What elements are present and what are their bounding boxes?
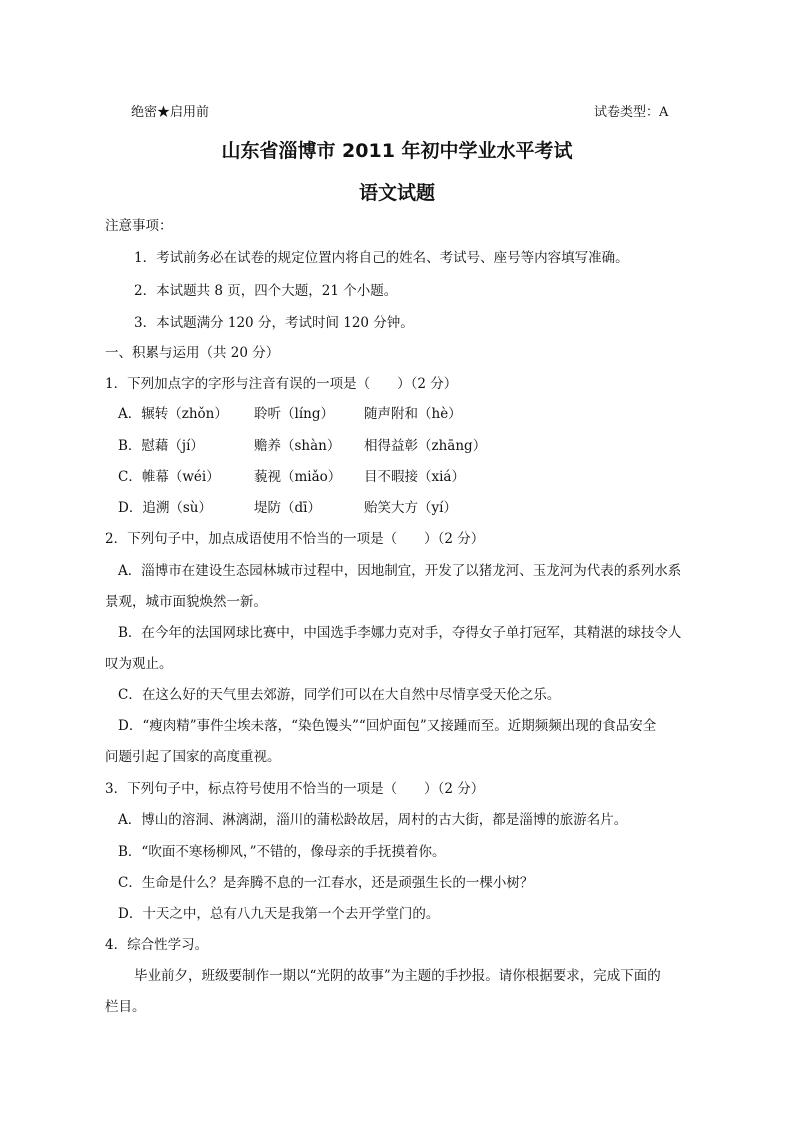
section-heading: 一、积累与运用（共 20 分） [105, 345, 280, 361]
option-text: C．在这么好的天气里去郊游，同学们可以在大自然中尽情享受天伦之乐。 [118, 687, 561, 703]
notice-heading: 注意事项： [105, 218, 173, 234]
option-item: 堤防（dī） [254, 500, 321, 516]
option-item: C．帷幕（wéi） [118, 469, 220, 485]
question-stem: 4．综合性学习。 [105, 937, 209, 953]
option-text: A．博山的溶洞、淋漓湖，淄川的蒲松龄故居，周村的古大街，都是淄博的旅游名片。 [118, 812, 628, 828]
paragraph-text: 毕业前夕，班级要制作一期以“光阴的故事”为主题的手抄报。请你根据要求，完成下面的 [134, 968, 661, 984]
option-text: A．淄博市在建设生态园林城市过程中，因地制宜，开发了以猪龙河、玉龙河为代表的系列水系 [118, 563, 682, 579]
option-item: 贻笑大方（yí） [364, 500, 457, 516]
question-stem: 2．下列句子中，加点成语使用不恰当的一项是（ ）（2 分） [105, 531, 485, 547]
option-item: 随声附和（hè） [364, 406, 462, 422]
option-text: D．十天之中，总有八九天是我第一个去开学堂门的。 [118, 906, 440, 922]
question-stem: 1．下列加点字的字形与注音有误的一项是（ ）（2 分） [105, 376, 458, 392]
confidential-mark: 绝密★启用前 [131, 105, 210, 120]
question-stem: 3．下列句子中，标点符号使用不恰当的一项是（ ）（2 分） [105, 781, 485, 797]
exam-subtitle: 语文试题 [358, 182, 435, 204]
paragraph-text: 栏目。 [105, 999, 146, 1015]
option-item: 聆听（líng） [254, 406, 334, 422]
option-item: 目不暇接（xiá） [364, 469, 465, 485]
option-text: 问题引起了国家的高度重视。 [105, 749, 281, 765]
option-text: 叹为观止。 [105, 656, 173, 672]
notice-item: 2．本试题共 8 页，四个大题，21 个小题。 [134, 283, 398, 299]
option-text: C．生命是什么？是奔腾不息的一江春水，还是顽强生长的一棵小树？ [118, 875, 534, 891]
option-text: D．“瘦肉精”事件尘埃未落，“染色馒头”“回炉面包”又接踵而至。近期频频出现的食品安全 [118, 718, 657, 734]
option-text: 景观，城市面貌焕然一新。 [105, 594, 267, 610]
exam-title: 山东省淄博市 2011 年初中学业水平考试 [221, 140, 573, 162]
option-text: B．在今年的法国网球比赛中，中国选手李娜力克对手，夺得女子单打冠军，其精湛的球技令人 [118, 625, 682, 641]
notice-item: 3．本试题满分 120 分，考试时间 120 分钟。 [134, 315, 414, 331]
option-item: A．辗转（zhǒn） [118, 406, 228, 422]
option-text: B．“吹面不寒杨柳风，”不错的，像母亲的手抚摸着你。 [118, 844, 446, 860]
option-item: 藐视（miǎo） [254, 469, 342, 485]
option-item: D．追溯（sù） [118, 500, 212, 516]
option-item: 赡养（shàn） [254, 438, 341, 454]
notice-item: 1．考试前务必在试卷的规定位置内将自己的姓名、考试号、座号等内容填写准确。 [134, 250, 629, 266]
option-item: 相得益彰（zhāng） [364, 438, 487, 454]
option-item: B．慰藉（jí） [118, 438, 204, 454]
paper-type: 试卷类型：A [594, 105, 669, 120]
